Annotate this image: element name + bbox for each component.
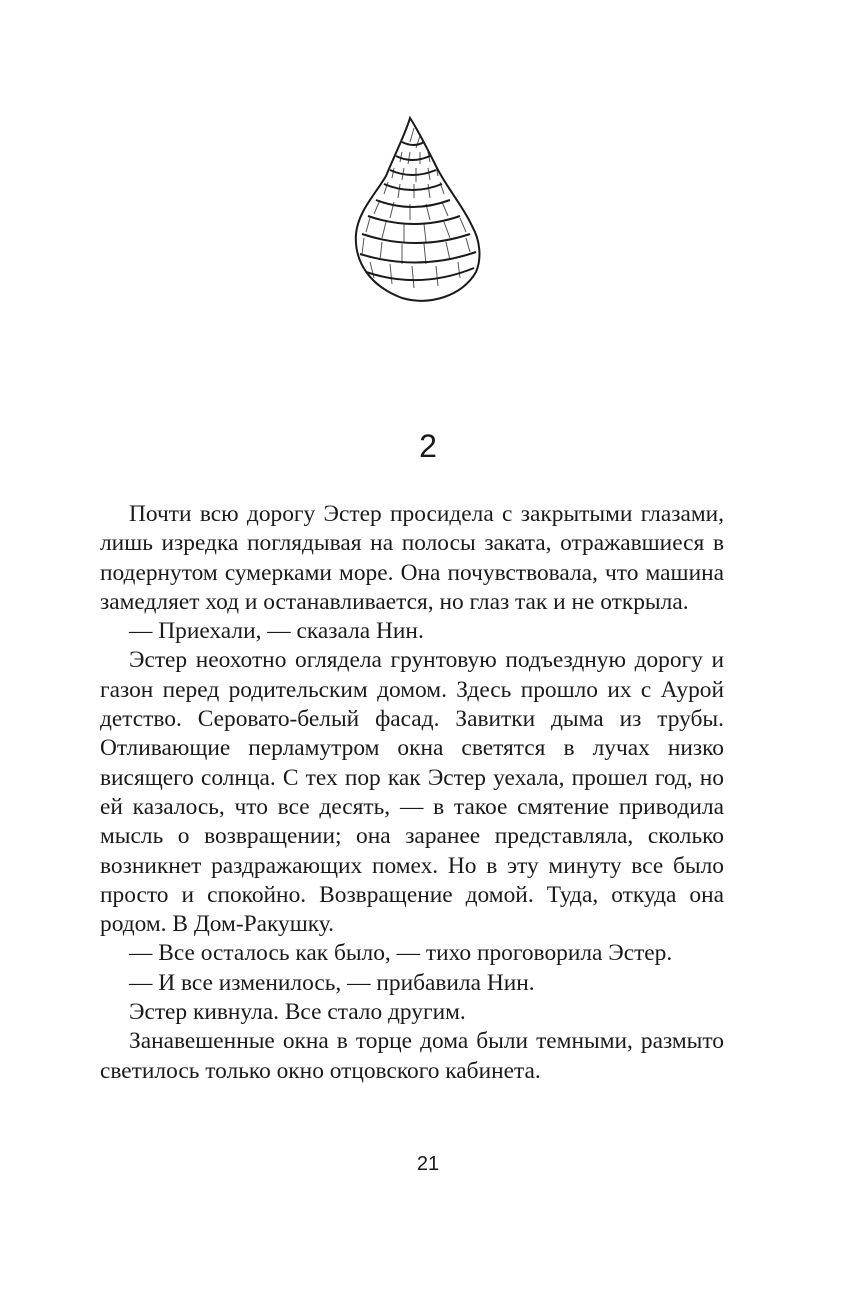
paragraph: Эстер неохотно оглядела грунтовую подъездную дорогу и газон перед родительским домом. Здесь прошло их с Аурой детство. Серовато-белый фасад. Завитки дыма из трубы. Отливающие перламутром окна светятся в лучах низко висящего солнца. С тех пор как Эстер уехала, прошел год, но ей казалось, что все десять, — в такое смятение приводила мысль о возвращении; она заранее представляла, сколько возникнет раздражающих помех. Но в эту минуту все было просто и спокойно. Возвращение домой. Туда, откуда она родом. В Дом-Ракушку. [100,647,724,938]
seashell-icon [340,112,490,308]
paragraph: Эстер кивнула. Все стало другим. [129,999,466,1026]
chapter-number: 2 [419,428,437,464]
paragraph: Занавешенные окна в торце дома были темными, размыто светилось только окно отцовского кабинета. [100,1028,724,1084]
page-number: 21 [416,1153,440,1175]
seashell-illustration [340,112,490,308]
paragraph: — Приехали, — сказала Нин. [129,618,424,645]
paragraph: — И все изменилось, — прибавила Нин. [129,969,535,996]
body-text [100,500,724,1086]
paragraph: — Все осталось как было, — тихо проговорила Эстер. [129,940,673,967]
paragraph: Почти всю дорогу Эстер просидела с закрытыми глазами, лишь изредка поглядывая на полосы заката, отражавшиеся в подернутом сумерками море. Она почувствовала, что машина замедляет ход и останавливается, но глаз так и не открыла. [100,501,724,615]
